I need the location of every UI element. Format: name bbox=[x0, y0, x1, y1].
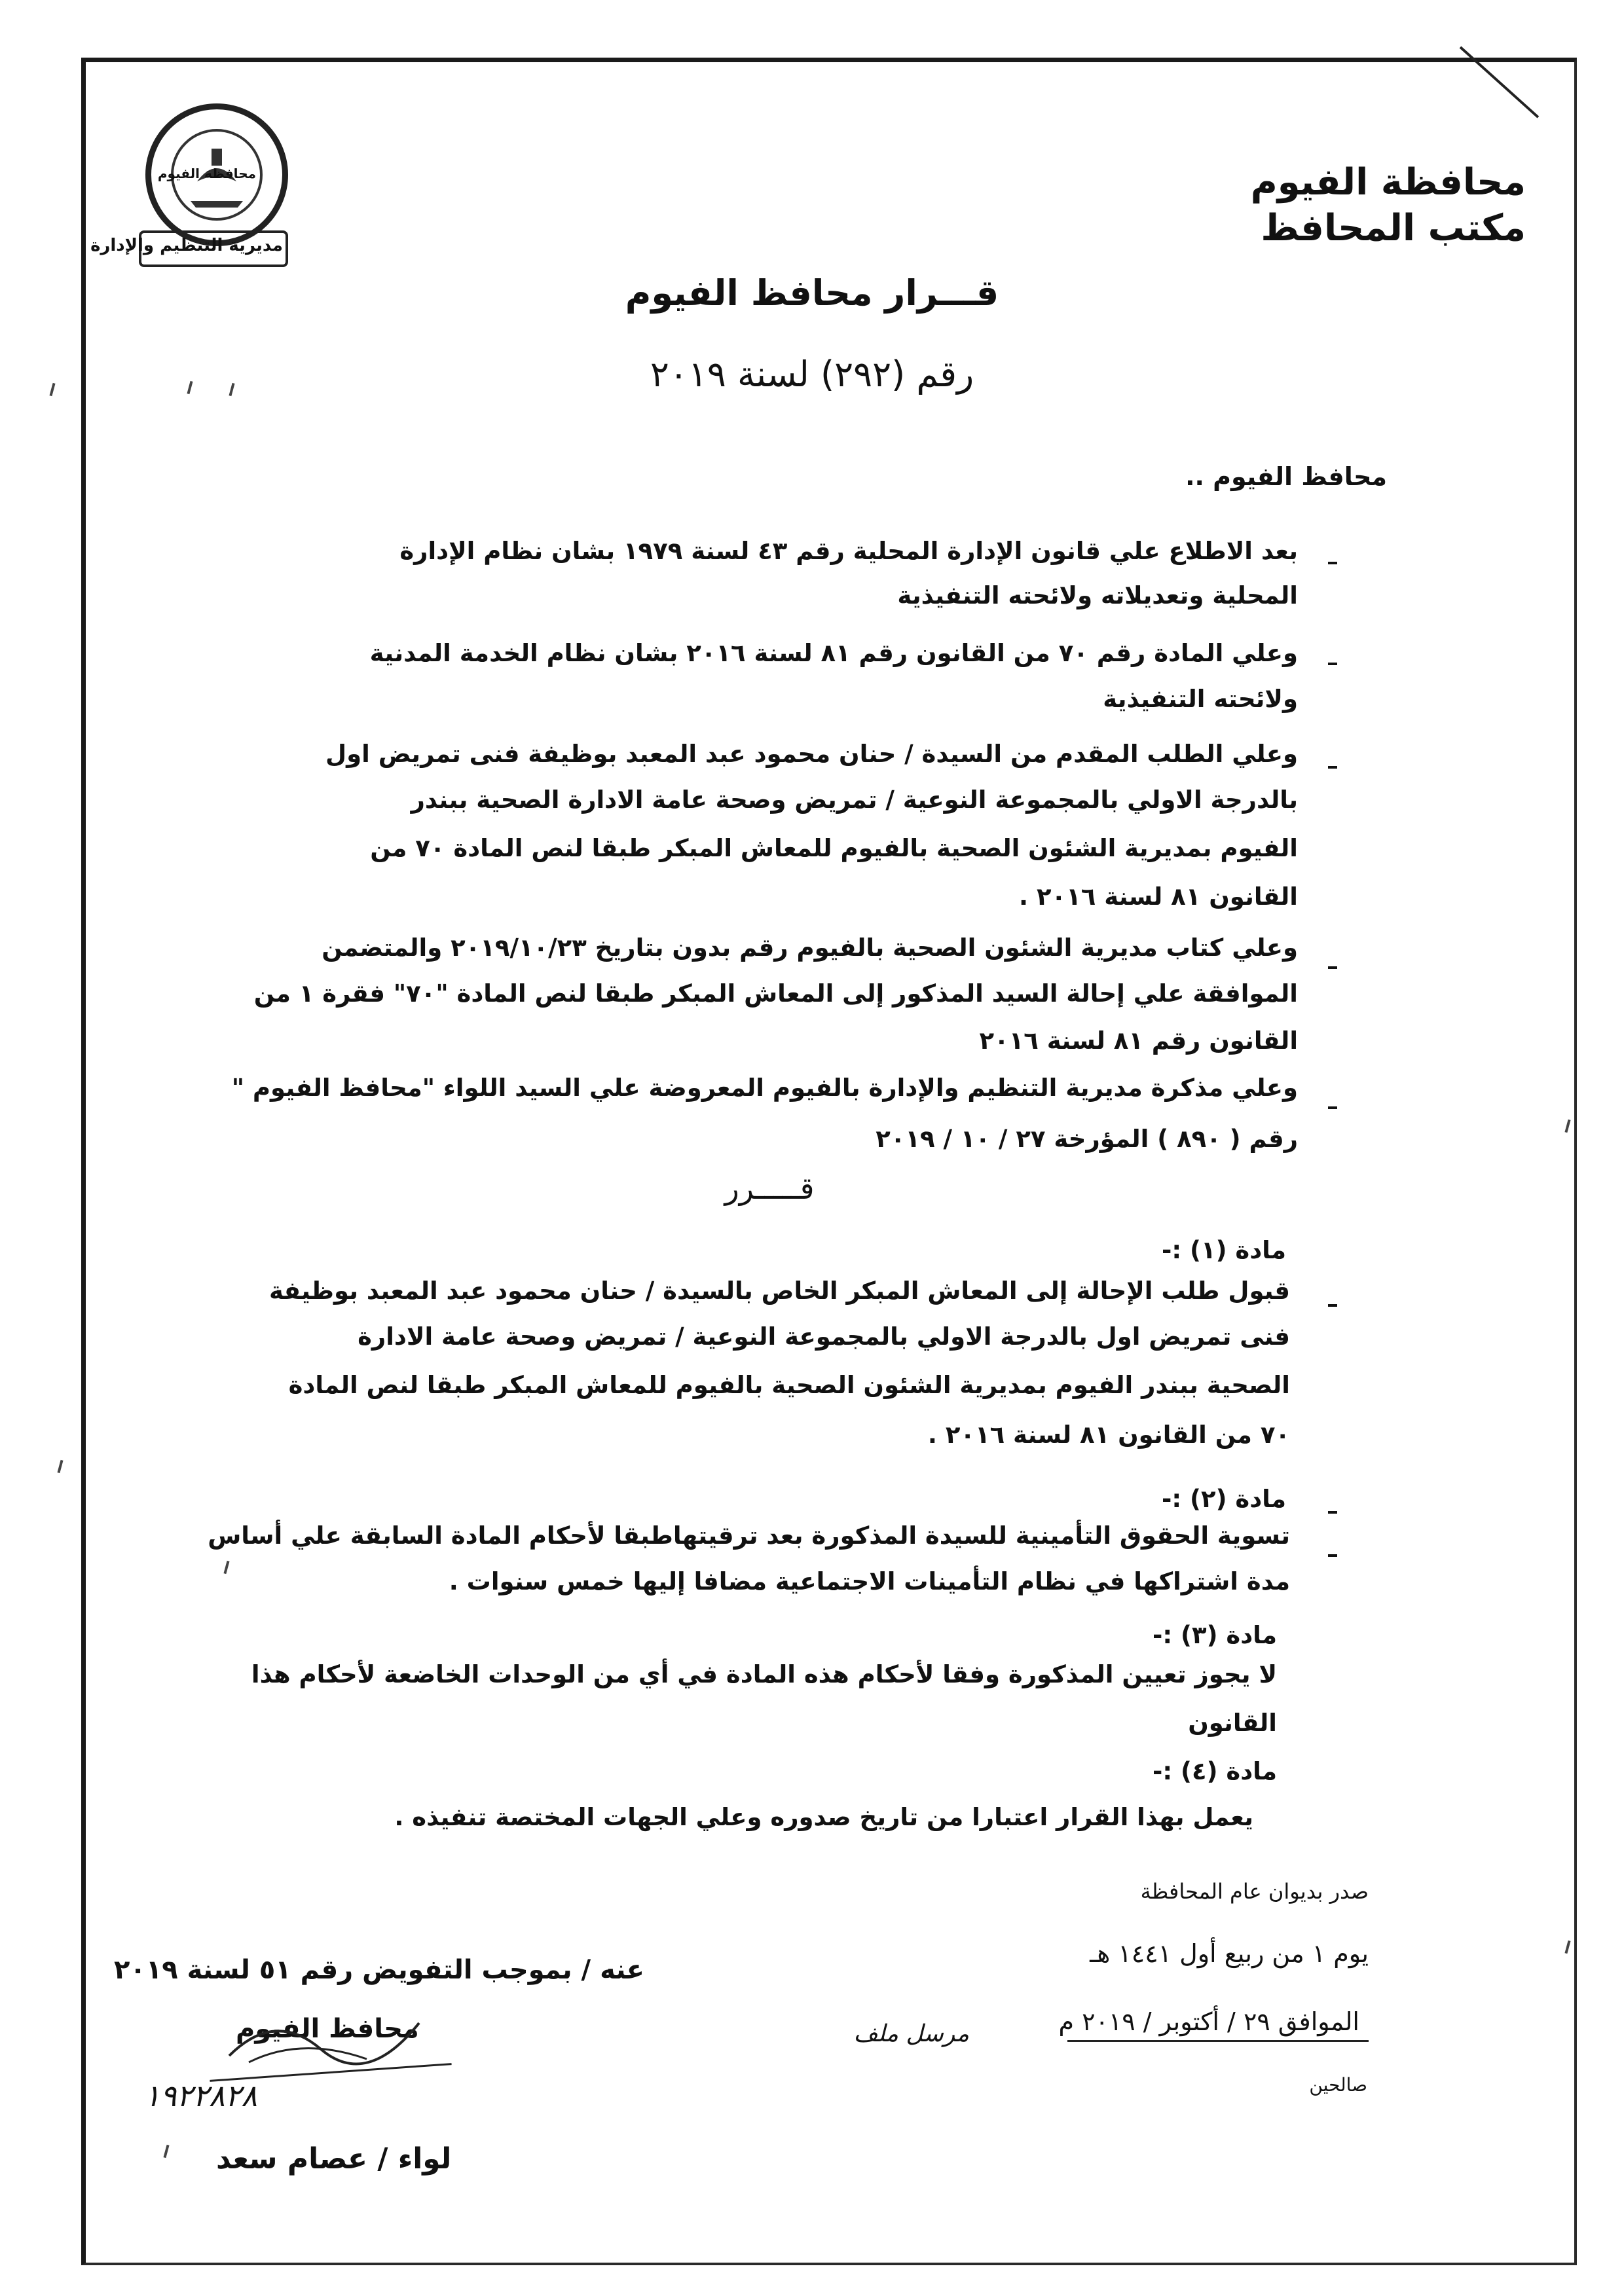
stamp-label: مديرية التنظيم والإدارة bbox=[90, 236, 283, 255]
preamble-line: بالدرجة الاولي بالمجموعة النوعية / تمريض وصحة عامة الادارة الصحية ببندر bbox=[411, 786, 1298, 814]
issued-at: صدر بديوان عام المحافظة bbox=[1140, 1879, 1369, 1904]
decides-heading: قـــــرر bbox=[724, 1171, 815, 1206]
preamble-line: بعد الاطلاع علي قانون الإدارة المحلية رقم ٤٣ لسنة ١٩٧٩ بشان نظام الإدارة bbox=[399, 537, 1298, 565]
article-line: قبول طلب الإحالة إلى المعاش المبكر الخاص بالسيدة / حنان محمود عبد المعبد بوظيفة bbox=[268, 1277, 1290, 1305]
bullet-dash bbox=[1328, 663, 1337, 665]
handwritten-date: ١٩٢٢٨٢٨ bbox=[144, 2078, 257, 2113]
preamble-line: وعلي الطلب المقدم من السيدة / حنان محمود عبد المعبد بوظيفة فنى تمريض اول bbox=[325, 740, 1298, 768]
preamble-line: وعلي مذكرة مديرية التنظيم والإدارة بالفيوم المعروضة علي السيد اللواء "محافظ الفيوم " bbox=[231, 1074, 1298, 1102]
bullet-dash bbox=[1328, 766, 1337, 769]
article-line: لا يجوز تعيين المذكورة وفقا لأحكام هذه المادة في أي من الوحدات الخاضعة لأحكام هذا bbox=[251, 1660, 1277, 1688]
article-line: مدة اشتراكها في نظام التأمينات الاجتماعية مضافا إليها خمس سنوات . bbox=[449, 1567, 1290, 1595]
governorate-name: محافظة الفيوم bbox=[1250, 161, 1526, 204]
article-line: ٧٠ من القانون ٨١ لسنة ٢٠١٦ . bbox=[927, 1421, 1290, 1449]
review-note: مرسل ملف bbox=[853, 2020, 969, 2047]
handwritten-signature bbox=[223, 1997, 445, 2075]
preamble-line: وعلي كتاب مديرية الشئون الصحية بالفيوم رقم بدون بتاريخ ٢٠١٩/١٠/٢٣ والمتضمن bbox=[322, 934, 1298, 962]
signatory-role: محافظ الفيوم bbox=[236, 2014, 419, 2044]
article-title: مادة (٤) :- bbox=[1153, 1757, 1277, 1785]
preamble-line: القانون رقم ٨١ لسنة ٢٠١٦ bbox=[979, 1027, 1298, 1055]
article-line: القانون bbox=[1188, 1709, 1277, 1737]
preparer-name: صالحين bbox=[1309, 2074, 1367, 2096]
article-line: يعمل بهذا القرار اعتبارا من تاريخ صدوره وعلي الجهات المختصة تنفيذه . bbox=[394, 1803, 1253, 1831]
decision-number: رقم (٢٩٢) لسنة ٢٠١٩ bbox=[650, 354, 974, 395]
bullet-dash bbox=[1328, 1511, 1337, 1514]
preamble-line: المحلية وتعديلاته ولائحته التنفيذية bbox=[897, 581, 1298, 610]
bullet-dash bbox=[1328, 966, 1337, 969]
seal-text: محافظة الفيوم bbox=[157, 166, 256, 181]
signatory-name: لواء / عصام سعد bbox=[216, 2142, 452, 2176]
date-underline bbox=[1067, 2040, 1369, 2042]
decision-title: قـــرار محافظ الفيوم bbox=[625, 272, 999, 314]
preamble-line: الموافقة علي إحالة السيد المذكور إلى المعاش المبكر طبقا لنص المادة "٧٠" فقرة ١ من bbox=[253, 979, 1298, 1008]
article-title: مادة (٣) :- bbox=[1153, 1621, 1277, 1649]
preamble-line: رقم ( ٨٩٠ ) المؤرخة ٢٧ / ١٠ / ٢٠١٩ bbox=[876, 1125, 1298, 1153]
office-name: مكتب المحافظ bbox=[1261, 207, 1526, 249]
article-line: الصحية ببندر الفيوم بمديرية الشئون الصحية بالفيوم للمعاش المبكر طبقا لنص المادة bbox=[288, 1371, 1290, 1399]
preamble-line: ولائحته التنفيذية bbox=[1103, 685, 1298, 713]
preamble-line: وعلي المادة رقم ٧٠ من القانون رقم ٨١ لسنة ٢٠١٦ بشان نظام الخدمة المدنية bbox=[369, 639, 1298, 667]
bullet-dash bbox=[1328, 1106, 1337, 1109]
gregorian-date: الموافق ٢٩ / أكتوبر / ٢٠١٩ م bbox=[1058, 2007, 1359, 2036]
preamble-line: القانون ٨١ لسنة ٢٠١٦ . bbox=[1019, 883, 1298, 911]
scan-speck bbox=[57, 1460, 63, 1473]
bullet-dash bbox=[1328, 1554, 1337, 1557]
article-line: تسوية الحقوق التأمينية للسيدة المذكورة بعد ترقيتهاطبقا لأحكام المادة السابقة علي أساس bbox=[208, 1522, 1290, 1550]
article-line: فنى تمريض اول بالدرجة الاولي بالمجموعة النوعية / تمريض وصحة عامة الادارة bbox=[358, 1322, 1290, 1351]
governorate-seal bbox=[145, 103, 288, 246]
bullet-dash bbox=[1328, 1304, 1337, 1307]
article-title: مادة (٢) :- bbox=[1162, 1485, 1286, 1513]
delegation-line: عنه / بموجب التفويض رقم ٥١ لسنة ٢٠١٩ bbox=[114, 1955, 644, 1985]
preamble-line: الفيوم بمديرية الشئون الصحية بالفيوم للمعاش المبكر طبقا لنص المادة ٧٠ من bbox=[370, 834, 1298, 862]
hijri-date: يوم ١ من ربيع أول ١٤٤١ هـ bbox=[1090, 1939, 1369, 1968]
bullet-dash bbox=[1328, 562, 1337, 564]
article-title: مادة (١) :- bbox=[1162, 1236, 1286, 1264]
addressee: محافظ الفيوم .. bbox=[1185, 462, 1387, 491]
